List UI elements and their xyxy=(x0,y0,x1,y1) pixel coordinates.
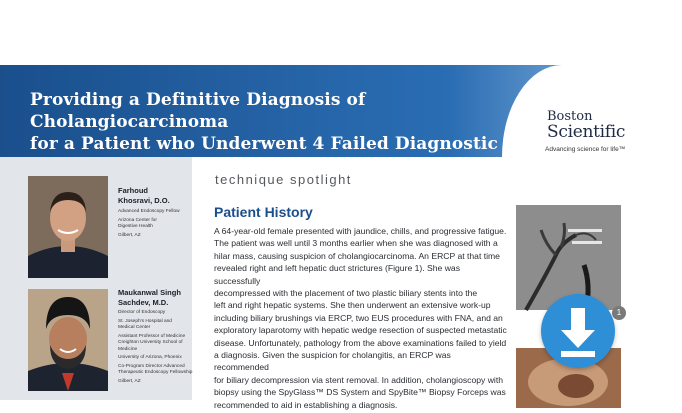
logo-text-line1: Boston xyxy=(547,109,593,124)
body-line: decompressed with the placement of two plastic biliary stents into the xyxy=(214,288,478,299)
author-photo-khosravi xyxy=(28,176,108,278)
body-line: exploratory laparotomy with hepatic wedge resection of suspected metastatic xyxy=(214,325,507,336)
author-details-khosravi: Advanced Endoscopy Fellow Arizona Center for Digestive Health Gilbert, AZ xyxy=(118,209,180,238)
body-line: The patient was well until 3 months earlier when she was diagnosed with a xyxy=(214,238,498,249)
section-title-patient-history: Patient History xyxy=(214,204,313,220)
body-line: biopsy using the SpyGlass™ DS System and SpyBite™ Biopsy Forceps was xyxy=(214,387,506,398)
author-details-sachdev: Director of Endoscopy St. Joseph's Hospital and Medical Center Assistant Professor of Medicine Creighton University School of Medicine University of Arizona, Phoenix Co-Program Director Advanced Therapeutic Endoscopy Fellowship Gilbert, AZ xyxy=(118,310,193,384)
body-line: left and right hepatic systems. She then underwent an extensive work-up xyxy=(214,300,491,311)
page-title-line1: Providing a Definitive Diagnosis of Cholangiocarcinoma xyxy=(30,90,366,132)
body-line: for biliary decompression via stent removal. In addition, cholangioscopy with xyxy=(214,374,503,385)
logo-tagline: Advancing science for life™ xyxy=(545,146,626,153)
technique-spotlight-label: technique spotlight xyxy=(215,172,352,187)
figure-number-badge: 1 xyxy=(612,306,626,320)
download-arrow-icon xyxy=(541,294,615,368)
body-line: hilar mass, causing suspicion of cholangiocarcinoma. An ERCP at that time xyxy=(214,250,500,261)
download-button[interactable] xyxy=(541,294,615,368)
body-line: disease. Unfortunately, pathology from the above examinations failed to yield xyxy=(214,337,507,348)
body-line: a diagnosis. Given the suspicion for cholangitis, an ERCP was recommended xyxy=(214,350,451,373)
patient-history-body xyxy=(214,225,508,411)
body-line: recommended to aid in establishing a diagnosis. xyxy=(214,399,398,410)
author-name-sachdev: Maukanwal Singh Sachdev, M.D. xyxy=(118,288,181,307)
page-title-line2: for a Patient who Underwent 4 Failed Diagnostic xyxy=(30,134,498,154)
body-line: revealed right and left hepatic duct strictures (Figure 1). She was successfully xyxy=(214,263,460,286)
author-name-khosravi: Farhoud Khosravi, D.O. xyxy=(118,186,170,205)
author-photo-sachdev xyxy=(28,289,108,391)
top-whitespace xyxy=(0,0,642,65)
logo-text-line2: Scientific xyxy=(547,122,626,142)
boston-scientific-logo xyxy=(545,110,637,156)
body-line: A 64-year-old female presented with jaundice, chills, and progressive fatigue. xyxy=(214,226,507,236)
body-line: including biliary brushings via ERCP, two EUS procedures with FNA, and an xyxy=(214,312,503,323)
